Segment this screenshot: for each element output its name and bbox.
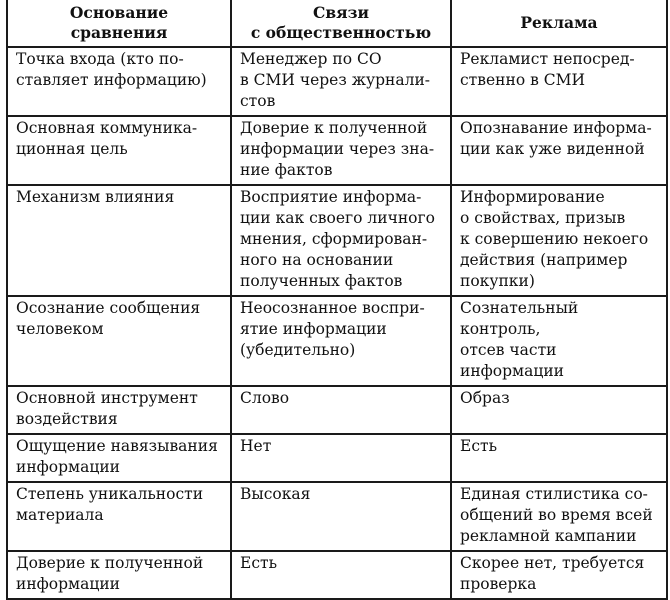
cell-criterion: Основной инструмент воздействия <box>7 386 231 434</box>
cell-advertising: Информирование о свойствах, призыв к совершению некоего действия (например покупки) <box>451 185 667 296</box>
cell-criterion: Степень уникальности материала <box>7 482 231 551</box>
table-row <box>7 296 667 386</box>
cell-pr: Неосознанное воспри- ятие информации (убедительно) <box>231 296 451 386</box>
header-advertising: Реклама <box>451 0 667 47</box>
cell-advertising: Опознавание информа- ции как уже виденной <box>451 116 667 185</box>
cell-advertising: Образ <box>451 386 667 434</box>
table-row <box>7 47 667 116</box>
cell-pr: Есть <box>231 551 451 599</box>
cell-advertising: Рекламист непосред- ственно в СМИ <box>451 47 667 116</box>
table-row <box>7 434 667 482</box>
cell-criterion: Точка входа (кто по- ставляет информацию) <box>7 47 231 116</box>
cell-advertising: Скорее нет, требуется проверка <box>451 551 667 599</box>
table-header-row <box>7 0 667 47</box>
table-row <box>7 551 667 599</box>
cell-criterion: Основная коммуника- ционная цель <box>7 116 231 185</box>
header-pr: Связи с общественностью <box>231 0 451 47</box>
table-row <box>7 116 667 185</box>
header-criterion: Основание сравнения <box>7 0 231 47</box>
cell-pr: Менеджер по СО в СМИ через журнали- стов <box>231 47 451 116</box>
cell-pr: Доверие к полученной информации через зна- ние фактов <box>231 116 451 185</box>
cell-pr: Нет <box>231 434 451 482</box>
cell-criterion: Осознание сообщения человеком <box>7 296 231 386</box>
cell-advertising: Сознательный контроль, отсев части информации <box>451 296 667 386</box>
table-row <box>7 386 667 434</box>
cell-pr: Слово <box>231 386 451 434</box>
cell-advertising: Единая стилистика со- общений во время всей рекламной кампании <box>451 482 667 551</box>
table-row <box>7 185 667 296</box>
cell-pr: Высокая <box>231 482 451 551</box>
table-row <box>7 482 667 551</box>
comparison-table <box>6 0 668 600</box>
cell-advertising: Есть <box>451 434 667 482</box>
cell-pr: Восприятие информа- ции как своего личного мнения, сформирован- ного на основании полученных фактов <box>231 185 451 296</box>
cell-criterion: Механизм влияния <box>7 185 231 296</box>
cell-criterion: Ощущение навязывания информации <box>7 434 231 482</box>
cell-criterion: Доверие к полученной информации <box>7 551 231 599</box>
